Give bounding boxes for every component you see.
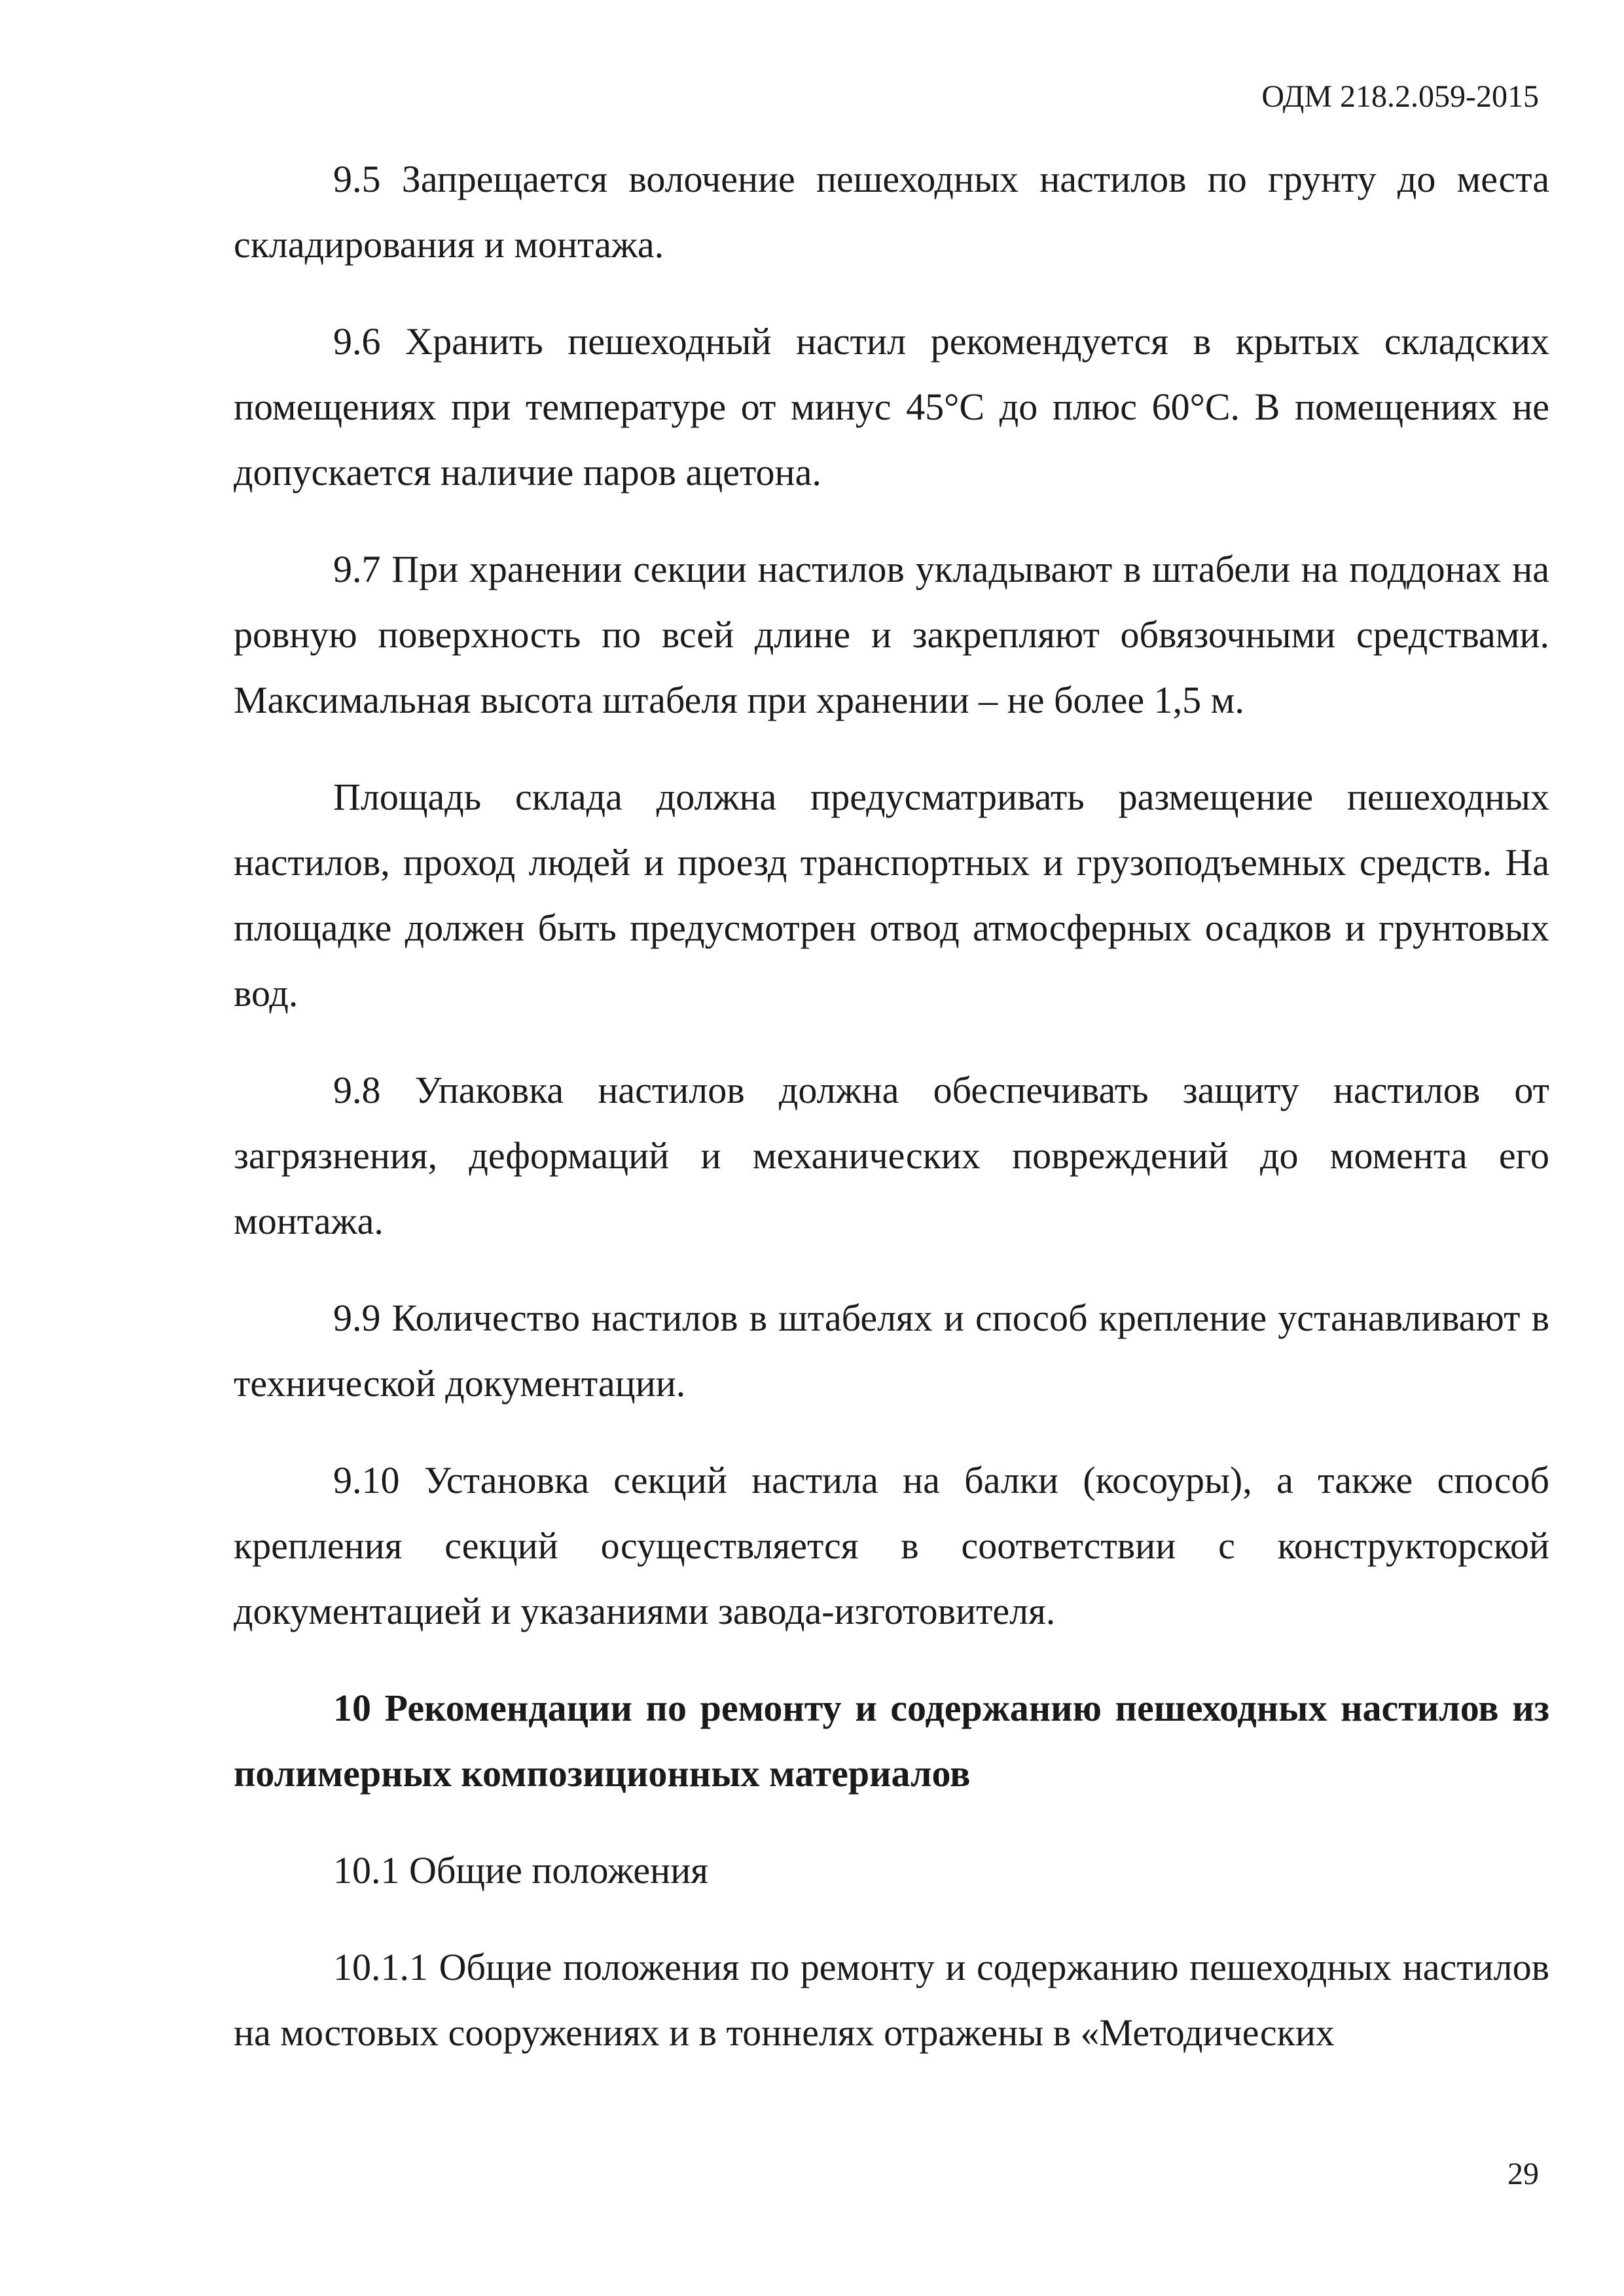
paragraph-10-1-1: 10.1.1 Общие положения по ремонту и содержанию пешеходных настилов на мостовых сооружениях и в тоннелях отражены в «Методических (234, 1946, 1549, 2054)
paragraph-9-7: 9.7 При хранении секции настилов укладывают в штабели на поддонах на ровную поверхность по всей длине и закрепляют обвязочными средствами. Максимальная высота штабеля при хранении – не более 1,5 м. (234, 548, 1549, 721)
subsection-heading-10-1: 10.1 Общие положения (333, 1849, 708, 1892)
paragraph-9-8: 9.8 Упаковка настилов должна обеспечивать защиту настилов от загрязнения, деформаций и механических повреждений до момента его монтажа. (234, 1069, 1549, 1242)
document-code-header: ОДМ 218.2.059-2015 (1261, 79, 1539, 114)
paragraph-9-9: 9.9 Количество настилов в штабелях и способ крепление устанавливают в технической документации. (234, 1297, 1549, 1405)
page-number: 29 (1507, 2157, 1539, 2191)
section-heading-10: 10 Рекомендации по ремонту и содержанию пешеходных настилов из полимерных композиционных материалов (234, 1687, 1549, 1795)
paragraph-9-6: 9.6 Хранить пешеходный настил рекомендуется в крытых складских помещениях при температуре от минус 45°С до плюс 60°С. В помещениях не допускается наличие паров ацетона. (234, 320, 1549, 493)
paragraph-warehouse-area: Площадь склада должна предусматривать размещение пешеходных настилов, проход людей и проезд транспортных и грузоподъемных средств. На площадке должен быть предусмотрен отвод атмосферных осадков и грунтовых вод. (234, 776, 1549, 1014)
paragraph-9-5: 9.5 Запрещается волочение пешеходных настилов по грунту до места складирования и монтажа. (234, 158, 1549, 266)
document-body (234, 147, 1549, 2097)
paragraph-9-10: 9.10 Установка секций настила на балки (косоуры), а также способ крепления секций осуществляется в соответствии с конструкторской документацией и указаниями завода-изготовителя. (234, 1459, 1549, 1632)
